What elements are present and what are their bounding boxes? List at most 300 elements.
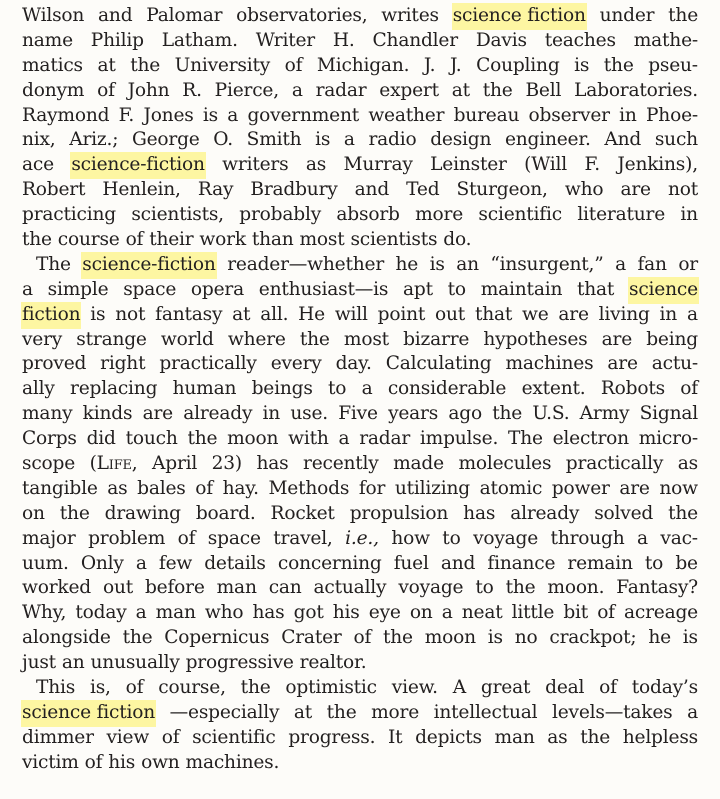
word: Palomar: [146, 5, 223, 26]
text-line: [22, 402, 698, 427]
word: Wilson: [22, 5, 85, 26]
word: of: [195, 477, 213, 499]
word: Calculating: [385, 353, 492, 375]
word: most: [299, 229, 345, 251]
word: drawing: [104, 502, 181, 524]
word: the: [130, 54, 161, 76]
highlighted-phrase: science-fiction: [71, 153, 204, 178]
word: is,: [89, 677, 111, 699]
word: of: [125, 677, 144, 699]
word: nix,: [22, 129, 56, 151]
word: many: [22, 403, 73, 425]
word: Laboratories.: [574, 79, 698, 101]
word: Only: [80, 552, 124, 574]
word: Bell: [525, 79, 562, 101]
word: Leinster: [430, 154, 507, 176]
word: more: [371, 701, 420, 723]
word: bureau: [453, 104, 520, 126]
word: on: [22, 502, 45, 524]
text-line: [22, 54, 698, 79]
word: more: [415, 204, 464, 226]
word: is: [574, 54, 590, 76]
word: opera: [190, 278, 244, 300]
word: the: [326, 701, 357, 723]
word: Henlein,: [102, 179, 181, 201]
word: vac-: [660, 527, 698, 549]
word: of: [284, 54, 303, 76]
word: is: [682, 627, 698, 649]
word: the: [603, 54, 634, 76]
word: A: [452, 677, 466, 699]
word: name: [22, 29, 73, 51]
word: bit: [563, 602, 589, 624]
word: own: [141, 751, 180, 773]
word: J.: [449, 54, 462, 76]
word: Ted: [406, 179, 440, 201]
word: work: [199, 229, 246, 251]
word: day.: [335, 353, 372, 375]
word: moon.: [547, 577, 605, 599]
word: a: [686, 303, 698, 325]
word: He: [298, 303, 325, 325]
text-line: [22, 576, 698, 601]
word: are: [620, 179, 651, 201]
word: course: [57, 229, 120, 251]
word: writers: [222, 154, 289, 176]
word: do.: [443, 229, 472, 251]
text-line: [22, 228, 698, 253]
highlighted-phrase: science-fiction: [82, 253, 215, 278]
word: that: [474, 303, 513, 325]
word: proved: [22, 353, 87, 375]
word: —especially: [169, 701, 280, 723]
highlighted-phrase: science: [629, 278, 698, 303]
word: government: [247, 104, 360, 126]
text-line: [22, 178, 698, 203]
word: is: [429, 253, 445, 275]
word: of: [84, 751, 103, 773]
word: unusually: [90, 652, 180, 674]
highlighted-phrase: fiction: [22, 303, 80, 328]
word: living: [598, 303, 650, 325]
word: can: [268, 577, 302, 599]
word: Army: [579, 403, 630, 425]
word: Why,: [22, 602, 67, 624]
word: scientific: [192, 726, 276, 748]
word: alongside: [22, 627, 111, 649]
word: simple: [47, 278, 109, 300]
word: mathe-: [633, 29, 698, 51]
word: R.: [182, 79, 202, 101]
word: concerning: [277, 552, 382, 574]
word: very: [22, 328, 63, 350]
word: impulse.: [419, 428, 499, 450]
word: not: [115, 303, 146, 325]
word: a: [441, 602, 453, 624]
word: F.: [118, 104, 135, 126]
word: a: [227, 104, 239, 126]
word: machines: [505, 353, 594, 375]
word: we: [522, 303, 549, 325]
word: an: [456, 253, 479, 275]
word: are: [619, 477, 650, 499]
text-line: [22, 377, 698, 402]
word: O.: [213, 129, 233, 151]
word: great: [480, 677, 531, 699]
word: progressive: [185, 652, 294, 674]
word: apt: [403, 278, 433, 300]
word: their: [149, 229, 194, 251]
word: at: [451, 79, 470, 101]
word: the: [59, 502, 90, 524]
text-line: [22, 427, 698, 452]
word: as: [547, 726, 568, 748]
word: and: [440, 552, 476, 574]
word: all.: [260, 303, 289, 325]
word: actu-: [651, 353, 698, 375]
word: as: [107, 477, 128, 499]
word: got: [293, 602, 324, 624]
word: in: [659, 303, 678, 325]
word: right: [100, 353, 146, 375]
text-line: [22, 203, 698, 228]
word: or: [678, 253, 698, 275]
word: of: [599, 677, 617, 699]
word: is: [487, 627, 503, 649]
word: recently: [303, 453, 379, 475]
word: to: [442, 527, 461, 549]
word: Copernicus: [164, 627, 270, 649]
text-line: [22, 303, 698, 328]
text-line: [22, 502, 698, 527]
word: victim: [22, 751, 79, 773]
word: already: [183, 403, 253, 425]
highlighted-phrase: science fiction: [453, 4, 586, 29]
word: the: [22, 229, 52, 251]
word: of: [353, 627, 372, 649]
word: before: [144, 577, 205, 599]
word: of: [125, 229, 144, 251]
word: and: [354, 179, 390, 201]
word: bizarre: [403, 328, 470, 350]
text-line: [22, 726, 698, 751]
word: realtor.: [299, 652, 367, 674]
word: actually: [313, 577, 387, 599]
word: scientists: [350, 229, 438, 251]
word: are: [607, 353, 638, 375]
word: where: [227, 328, 286, 350]
word: his: [108, 751, 136, 773]
word: board.: [195, 502, 256, 524]
word: his: [332, 602, 360, 624]
word: Pierce,: [214, 79, 279, 101]
word: Ariz.;: [69, 129, 119, 151]
word: H.: [332, 29, 355, 51]
word: weather: [368, 104, 445, 126]
word: are: [142, 403, 173, 425]
text-line: [22, 253, 698, 278]
word: voyage: [398, 577, 464, 599]
word: ace: [22, 154, 54, 176]
word: literature: [577, 204, 665, 226]
word: “insurgent,”: [490, 253, 604, 275]
word: Michigan.: [316, 54, 410, 76]
word: has: [252, 602, 285, 624]
text-line: [22, 601, 698, 626]
word: that: [577, 278, 615, 300]
word: moon: [227, 428, 279, 450]
word: a: [291, 79, 303, 101]
word: moon: [424, 627, 476, 649]
word: scientists,: [131, 204, 224, 226]
word: Robots: [600, 378, 665, 400]
word: through: [550, 527, 625, 549]
text-line: [22, 626, 698, 651]
word: no: [514, 627, 538, 649]
word: at: [232, 303, 251, 325]
word: Coupling: [476, 54, 560, 76]
word: finance: [487, 552, 556, 574]
word: bales: [137, 477, 186, 499]
word: crackpot;: [549, 627, 637, 649]
word: a: [615, 253, 626, 275]
word: propulsion: [349, 502, 449, 524]
word: the: [299, 328, 330, 350]
word: Sturgeon,: [456, 179, 548, 201]
word: is: [202, 104, 218, 126]
text-line: [22, 751, 698, 776]
text-line: [22, 352, 698, 377]
text-line: [22, 651, 698, 676]
word: in: [262, 403, 281, 425]
word: writes: [381, 5, 439, 26]
word: power: [551, 477, 610, 499]
word: teaches: [544, 29, 616, 51]
word: reader—whether: [227, 253, 385, 275]
italic-word: i.e.,: [345, 527, 379, 549]
word: little: [511, 602, 555, 624]
text-line: [22, 527, 698, 552]
word: fuel: [393, 552, 429, 574]
word: donym: [22, 79, 85, 101]
text-line: [22, 104, 698, 129]
word: are: [601, 328, 633, 350]
word: of: [97, 79, 115, 101]
word: solved: [594, 502, 654, 524]
text-line: [22, 452, 698, 477]
word: maintain: [480, 278, 563, 300]
word: kinds: [82, 403, 133, 425]
word: expert: [379, 79, 439, 101]
word: he: [648, 627, 671, 649]
word: has: [463, 502, 496, 524]
word: scope: [22, 453, 76, 475]
word: now: [659, 477, 698, 499]
word: for: [358, 477, 386, 499]
word: remain: [567, 552, 633, 574]
word: matics: [22, 54, 83, 76]
word: observer: [528, 104, 610, 126]
word: tangible: [22, 477, 98, 499]
word: molecules: [458, 453, 552, 475]
word: touch: [125, 428, 178, 450]
word: a: [22, 278, 33, 300]
word: major: [22, 527, 76, 549]
word: the: [505, 577, 536, 599]
word: a: [637, 527, 648, 549]
word: under: [599, 5, 655, 26]
word: point: [377, 303, 426, 325]
word: a: [135, 602, 147, 624]
word: electron: [552, 428, 629, 450]
word: progress.: [288, 726, 376, 748]
word: travel,: [273, 527, 333, 549]
word: every: [270, 353, 322, 375]
word: world: [160, 328, 214, 350]
word: of: [161, 726, 180, 748]
word: the: [240, 677, 271, 699]
word: a: [338, 428, 350, 450]
word: than: [251, 229, 294, 251]
word: Methods: [268, 477, 350, 499]
word: use.: [290, 403, 328, 425]
word: voyage: [473, 527, 539, 549]
word: U.S.: [532, 403, 570, 425]
word: Robert: [22, 179, 86, 201]
word: Jenkins),: [617, 154, 698, 176]
word: The: [36, 253, 71, 275]
word: in: [619, 104, 637, 126]
word: not: [667, 179, 698, 201]
word: John: [127, 79, 170, 101]
word: who: [564, 179, 604, 201]
word: a: [135, 552, 147, 574]
word: Smith: [246, 129, 302, 151]
word: dimmer: [22, 726, 94, 748]
magazine-name: (Life,: [89, 453, 138, 475]
word: fantasy: [155, 303, 223, 325]
word: a: [687, 701, 698, 723]
word: utilizing: [394, 477, 470, 499]
word: as: [305, 154, 327, 176]
word: course,: [158, 677, 226, 699]
word: the: [187, 428, 218, 450]
word: deal: [545, 677, 585, 699]
word: The: [508, 428, 543, 450]
word: the: [482, 79, 513, 101]
word: such: [654, 129, 698, 151]
word: and: [98, 5, 133, 26]
word: of: [680, 378, 698, 400]
word: pseu-: [648, 54, 698, 76]
highlighted-phrase: science fiction: [22, 701, 155, 726]
word: how: [391, 527, 430, 549]
word: scientific: [478, 204, 562, 226]
word: as: [677, 453, 698, 475]
word: Fantasy?: [616, 577, 698, 599]
word: man: [216, 577, 257, 599]
word: man: [155, 602, 196, 624]
text-line: [22, 29, 698, 54]
word: uum.: [22, 552, 69, 574]
word: depicts: [415, 726, 482, 748]
article-column: [22, 4, 698, 776]
text-line: [22, 552, 698, 577]
word: F.: [584, 154, 600, 176]
word: Chandler: [372, 29, 458, 51]
word: Philip: [90, 29, 144, 51]
word: be: [675, 552, 698, 574]
word: practicing: [22, 204, 116, 226]
word: man: [494, 726, 535, 748]
word: space: [207, 527, 261, 549]
word: intellectual: [433, 701, 538, 723]
word: just: [22, 652, 56, 674]
word: Rocket: [270, 502, 335, 524]
word: machines.: [185, 751, 280, 773]
word: worked: [22, 577, 91, 599]
word: space: [123, 278, 177, 300]
word: considerable: [387, 378, 507, 400]
word: beings: [251, 378, 313, 400]
word: acreage: [624, 602, 698, 624]
word: of: [177, 527, 196, 549]
text-line: [22, 4, 698, 29]
word: strange: [76, 328, 147, 350]
word: to: [644, 552, 664, 574]
word: absorb: [336, 204, 400, 226]
word: ally: [22, 378, 55, 400]
word: observatories,: [236, 5, 368, 26]
word: This: [36, 677, 76, 699]
word: made: [393, 453, 444, 475]
word: practically: [565, 453, 664, 475]
word: radar: [359, 428, 411, 450]
word: the: [383, 627, 413, 649]
word: (Will: [524, 154, 568, 176]
word: a: [361, 378, 373, 400]
word: Jones: [143, 104, 194, 126]
word: radio: [368, 129, 417, 151]
word: the: [492, 403, 523, 425]
word: being: [646, 328, 698, 350]
word: to: [328, 378, 347, 400]
word: George: [131, 129, 200, 151]
word: he: [395, 253, 419, 275]
word: helpless: [622, 726, 698, 748]
word: Bradbury: [250, 179, 338, 201]
word: Signal: [639, 403, 698, 425]
word: on: [409, 602, 433, 624]
word: human: [172, 378, 237, 400]
word: University: [174, 54, 271, 76]
word: the: [668, 5, 698, 26]
word: micro-: [638, 428, 698, 450]
word: of: [597, 602, 615, 624]
word: view: [106, 726, 150, 748]
word: most: [343, 328, 389, 350]
word: practically: [159, 353, 257, 375]
text-line: [22, 278, 698, 303]
word: in: [680, 204, 698, 226]
word: already: [510, 502, 580, 524]
word: the: [668, 502, 698, 524]
word: a: [343, 129, 355, 151]
word: the: [580, 726, 611, 748]
word: replacing: [70, 378, 158, 400]
word: engineer.: [504, 129, 591, 151]
word: did: [86, 428, 116, 450]
